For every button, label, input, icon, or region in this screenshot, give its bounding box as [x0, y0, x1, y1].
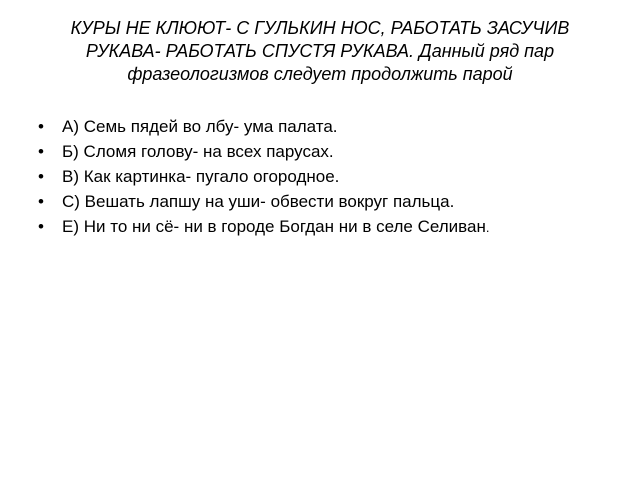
- answer-option-v: [38, 164, 618, 189]
- title-line: КУРЫ НЕ КЛЮЮТ- С ГУЛЬКИН НОС, РАБОТАТЬ ЗАСУЧИВ: [70, 18, 570, 38]
- answer-option-s: [38, 189, 618, 214]
- bullet-icon: •: [38, 192, 44, 211]
- answer-option-a: [38, 114, 618, 139]
- answer-option-e: [38, 214, 618, 240]
- answer-option-b: [38, 139, 618, 164]
- answer-option-text: Е) Ни то ни сё- ни в городе Богдан ни в селе Селиван: [62, 217, 486, 236]
- bullet-icon: •: [38, 217, 44, 236]
- answer-option-text: В) Как картинка- пугало огородное.: [62, 167, 340, 186]
- bullet-icon: •: [38, 167, 44, 186]
- slide-title: [40, 17, 600, 86]
- answer-option-text: А) Семь пядей во лбу- ума палата.: [62, 117, 338, 136]
- answer-option-text: С) Вешать лапшу на уши- обвести вокруг пальца.: [62, 192, 455, 211]
- title-line: РУКАВА- РАБОТАТЬ СПУСТЯ РУКАВА. Данный ряд пар: [85, 41, 555, 61]
- bullet-icon: •: [38, 142, 44, 161]
- bullet-icon: •: [38, 117, 44, 136]
- answer-option-text: Б) Сломя голову- на всех парусах.: [62, 142, 334, 161]
- title-line: фразеологизмов следует продолжить парой: [127, 64, 513, 84]
- answer-option-end-mark: .: [485, 220, 490, 235]
- answer-options-list: [38, 114, 618, 240]
